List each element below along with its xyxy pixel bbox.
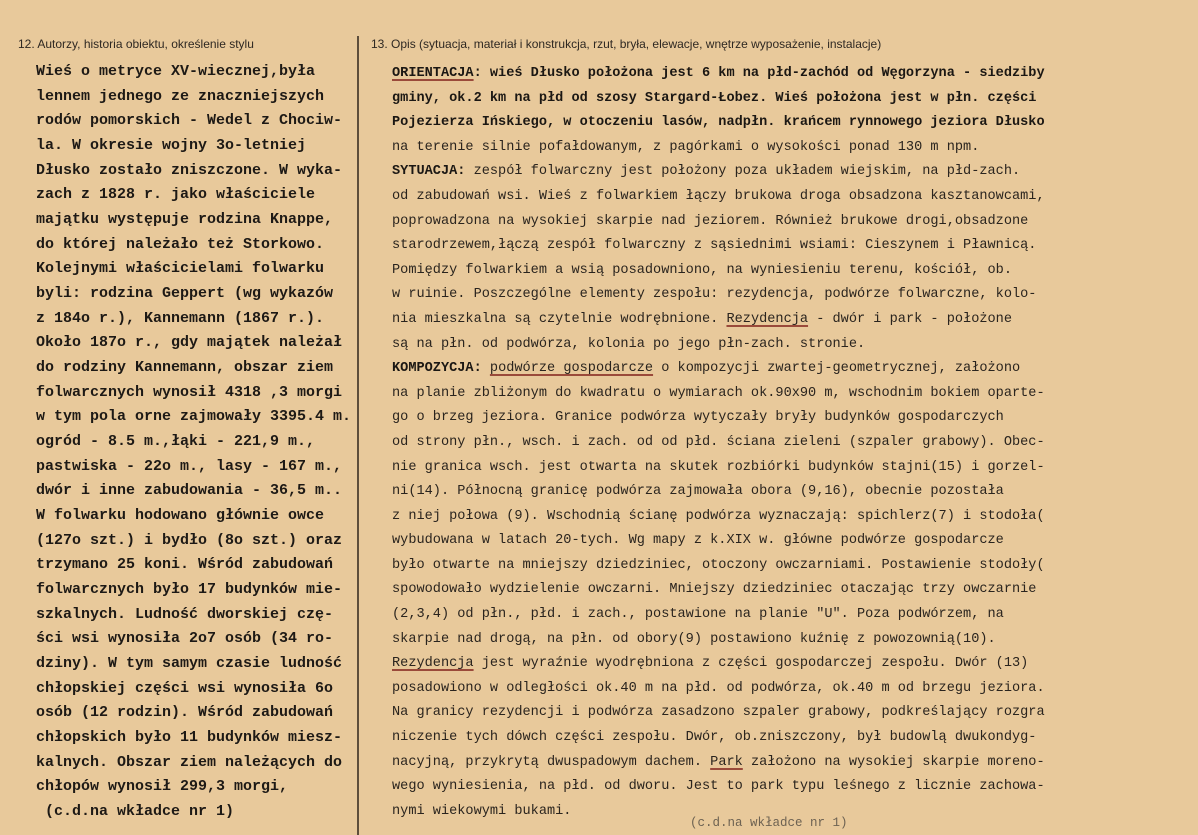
description-text-line [392, 160, 1182, 185]
text-segment: spowodowało wydzielenie owczarni. Mniejszy dziedziniec otaczając trzy owczarnie [392, 582, 1037, 598]
text-segment: skarpie nad drogą, na płn. od obory(9) postawiono kuźnię z powozownią(10). [392, 631, 996, 647]
text-segment: go o brzeg jeziora. Granice podwórza wytyczały bryły budynków gospodarczych [392, 410, 1004, 426]
text-segment: nia mieszkalna są czytelnie wodrębnione. [392, 311, 727, 327]
description-text-line [392, 185, 1182, 210]
description-text-line [392, 283, 1182, 308]
text-segment: nymi wiekowymi bukami. [392, 803, 572, 819]
description-text-line [392, 87, 1182, 112]
history-text-line: Około 187o r., gdy majątek należał [36, 334, 343, 352]
history-text-line: ogród - 8.5 m.,łąki - 221,9 m., [36, 433, 316, 451]
description-text-line [392, 210, 1182, 235]
history-text-line: trzymano 25 koni. Wśród zabudowań [36, 556, 334, 574]
underlined-term: podwórze gospodarcze [489, 361, 654, 377]
underlined-term: Rezydencja [392, 656, 474, 672]
text-segment: posadowiono w odległości ok.40 m na płd. od podwórza, ok.40 m od brzegu jeziora. [392, 680, 1045, 696]
underlined-term: Park [710, 754, 743, 770]
text-segment: poprowadzona na wysokiej skarpie nad jeziorem. Również brukowe drogi,obsadzone [392, 213, 1029, 229]
text-segment: od strony płn., wsch. i zach. od od płd. ściana zieleni (szpaler grabowy). Obec- [392, 434, 1045, 450]
history-text-line: W folwarku hodowano głównie owce [36, 507, 325, 525]
description-text-line [392, 554, 1182, 579]
text-segment: wego wyniesienia, na płd. od dworu. Jest to park typu leśnego z licznie zachowa- [392, 779, 1045, 795]
bold-term: KOMPOZYCJA: [392, 361, 482, 377]
history-text-line: Kolejnymi właścicielami folwarku [36, 260, 325, 278]
history-text-line: ści wsi wynosiła 2o7 osób (34 ro- [36, 630, 334, 648]
description-text-line [392, 136, 1182, 161]
history-text-line: zach z 1828 r. jako właściciele [36, 186, 316, 204]
history-text-line: osób (12 rodzin). Wśród zabudowań [36, 704, 334, 722]
history-text-line: la. W okresie wojny 3o-letniej [36, 137, 307, 155]
description-text-line [392, 726, 1182, 751]
continuation-note: (c.d.na wkładce nr 1) [690, 816, 848, 830]
description-text-line [392, 111, 1182, 136]
section-13-header: 13. Opis (sytuacja, materiał i konstrukcja, rzut, bryła, elewacje, wnętrze wyposażenie, instalacje) [371, 37, 882, 51]
section-13-text [392, 62, 1182, 824]
history-text-line: z 184o r.), Kannemann (1867 r.). [36, 309, 325, 327]
history-text-line: majątku występuje rodzina Knappe, [36, 211, 334, 229]
history-text-line: do rodziny Kannemann, obszar ziem [36, 359, 334, 377]
text-segment: na planie zbliżonym do kwadratu o wymiarach ok.90x90 m, wschodnim bokiem oparte- [392, 385, 1045, 401]
section-12-text [36, 60, 354, 825]
history-text-line: szkalnych. Ludność dworskiej czę- [36, 605, 334, 623]
description-text-line [392, 259, 1182, 284]
text-segment [482, 361, 490, 376]
history-text-line: w tym pola orne zajmowały 3395.4 m. [36, 408, 352, 426]
description-text-line [392, 308, 1182, 333]
description-text-line [392, 480, 1182, 505]
text-segment: od zabudowań wsi. Wieś z folwarkiem łączy brukowa droga obsadzona kasztanowcami, [392, 188, 1045, 204]
history-text-line: lennem jednego ze znaczniejszych [36, 87, 325, 105]
bold-term: gminy, ok.2 km na płd od szosy Stargard-Łobez. Wieś położona jest w płn. części [392, 90, 1037, 106]
text-segment: o kompozycji zwartej-geometrycznej, założono [653, 361, 1021, 377]
column-divider [357, 36, 359, 835]
history-text-line: folwarcznych było 17 budynków mie- [36, 581, 343, 599]
history-text-line: Wieś o metryce XV-wiecznej,była [36, 63, 316, 80]
text-segment: zespół folwarczny jest położony poza układem wiejskim, na płd-zach. [465, 164, 1021, 180]
underlined-term: Rezydencja [726, 311, 809, 327]
bold-term: : wieś Dłusko położona jest 6 km na płd-zachód od Węgorzyna - siedziby [473, 66, 1045, 81]
history-text-line: Dłusko zostało zniszczone. W wyka- [36, 161, 343, 179]
text-segment: w ruinie. Poszczególne elementy zespołu: rezydencja, podwórze folwarczne, kolo- [392, 287, 1037, 303]
text-segment: nacyjną, przykrytą dwuspadowym dachem. [392, 754, 711, 770]
description-text-line [392, 456, 1182, 481]
description-text-line [392, 775, 1182, 800]
description-text-line [392, 652, 1182, 677]
text-segment: jest wyraźnie wyodrębniona z części gospodarczej zespołu. Dwór (13) [473, 656, 1029, 672]
history-text-line: rodów pomorskich - Wedel z Chociw- [36, 112, 343, 130]
text-segment: założono na wysokiej skarpie moreno- [742, 754, 1045, 770]
history-text-line: chłopskiej części wsi wynosiła 6o [36, 679, 334, 697]
history-text-line: chłopów wynosił 299,3 morgi, [36, 778, 289, 796]
description-text-line [392, 578, 1182, 603]
history-text-line: chłopskich było 11 budynków miesz- [36, 729, 343, 747]
description-text-line [392, 628, 1182, 653]
history-text-line: folwarcznych wynosił 4318 ,3 morgi [36, 383, 343, 401]
description-text-line [392, 603, 1182, 628]
text-segment: ni(14). Północną granicę podwórza zajmowała obora (9,16), obecnie pozostała [392, 484, 1004, 500]
underlined-term: ORIENTACJA [392, 66, 474, 81]
text-segment: na terenie silnie pofałdowanym, z pagórkami o wysokości ponad 130 m npm. [392, 139, 980, 155]
text-segment: Pomiędzy folwarkiem a wsią posadowniono, na wyniesieniu terenu, kościół, ob. [392, 262, 1012, 278]
text-segment: wybudowana w latach 20-tych. Wg mapy z k.XIX w. główne podwórze gospodarcze [392, 533, 1004, 549]
description-text-line [392, 357, 1182, 382]
text-segment: - dwór i park - położone [808, 311, 1012, 327]
history-text-line: do której należało też Storkowo. [36, 235, 325, 253]
history-text-line: pastwiska - 22o m., lasy - 167 m., [36, 457, 343, 475]
history-text-line: kalnych. Obszar ziem należących do [36, 753, 343, 771]
history-text-line: (c.d.na wkładce nr 1) [36, 803, 235, 821]
bold-term: Pojezierza Ińskiego, w otoczeniu lasów, nadpłn. krańcem rynnowego jeziora Dłusko [392, 115, 1045, 131]
text-segment: (2,3,4) od płn., płd. i zach., postawione na planie "U". Poza podwórzem, na [392, 607, 1004, 623]
section-12-header: 12. Autorzy, historia obiektu, określenie stylu [18, 37, 254, 51]
description-text-line [392, 677, 1182, 702]
bold-term: SYTUACJA: [392, 164, 466, 180]
text-segment: nie granica wsch. jest otwarta na skutek rozbiórki budynków stajni(15) i gorzel- [392, 459, 1045, 475]
description-text-line [392, 431, 1182, 456]
text-segment: są na płn. od podwórza, kolonia po jego płn-zach. stronie. [392, 336, 866, 352]
description-text-line [392, 529, 1182, 554]
history-text-line: dwór i inne zabudowania - 36,5 m.. [36, 482, 343, 500]
description-text-line [392, 406, 1182, 431]
description-text-line [392, 382, 1182, 407]
history-text-line: (127o szt.) i bydło (8o szt.) oraz [36, 531, 343, 549]
text-segment: było otwarte na mniejszy dziedziniec, otoczony owczarniami. Postawienie stodoły( [392, 557, 1045, 573]
description-text-line [392, 701, 1182, 726]
text-segment: niczenie tych dówch części zespołu. Dwór, ob.zniszczony, był budowlą dwukondyg- [392, 730, 1037, 746]
description-text-line [392, 505, 1182, 530]
description-text-line [392, 751, 1182, 776]
description-text-line [392, 333, 1182, 358]
text-segment: Na granicy rezydencji i podwórza zasadzono szpaler grabowy, podkreślający rozgra [392, 705, 1045, 721]
history-text-line: byli: rodzina Geppert (wg wykazów [36, 285, 334, 303]
history-text-line: dziny). W tym samym czasie ludność [36, 655, 343, 673]
description-text-line [392, 62, 1182, 87]
description-text-line [392, 234, 1182, 259]
text-segment: starodrzewem,łączą zespół folwarczny z sąsiednimi wsiami: Cieszynem i Pławnicą. [392, 238, 1037, 254]
text-segment: z niej połowa (9). Wschodnią ścianę podwórza wyznaczają: spichlerz(7) i stodoła( [392, 508, 1045, 524]
